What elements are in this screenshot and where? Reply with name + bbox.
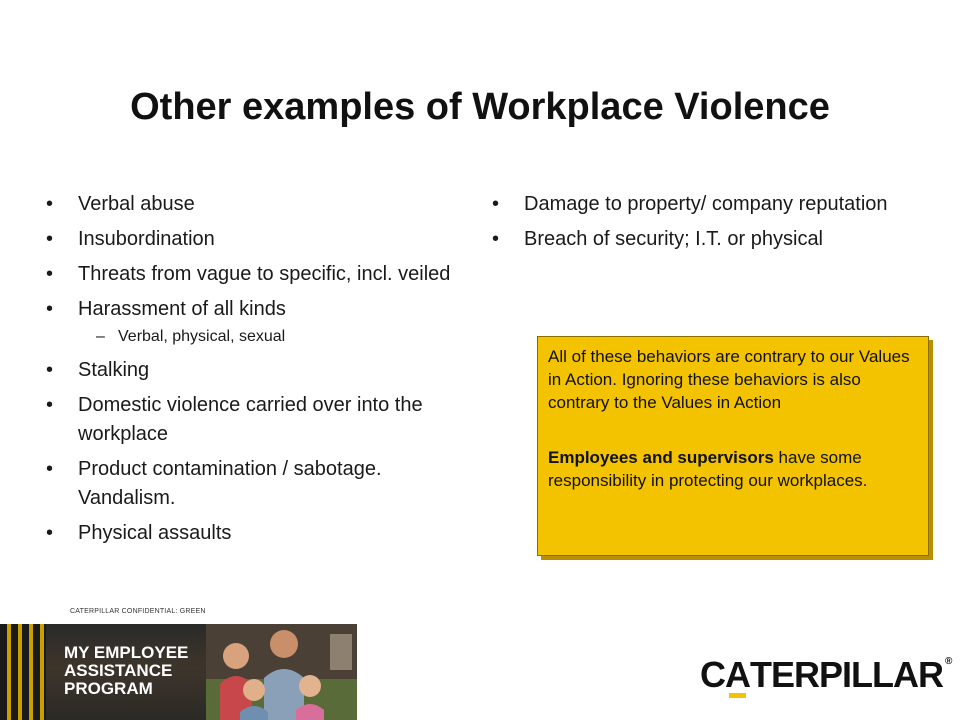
- values-callout-box: [537, 336, 929, 556]
- bullet-item: • Product contamination / sabotage. Vandalism.: [46, 455, 466, 513]
- bullet-item: • Damage to property/ company reputation: [492, 190, 912, 219]
- confidential-label: CATERPILLAR CONFIDENTIAL: GREEN: [70, 608, 206, 615]
- eap-line: PROGRAM: [64, 679, 153, 698]
- eap-line: MY EMPLOYEE: [64, 643, 189, 662]
- bullet-item: • Physical assaults: [46, 519, 466, 548]
- caterpillar-logo: [700, 654, 951, 696]
- logo-text-a: A: [725, 654, 750, 695]
- family-photo-icon: [206, 624, 357, 720]
- registered-mark: ®: [945, 656, 952, 667]
- eap-line: ASSISTANCE: [64, 661, 173, 680]
- eap-banner: [46, 624, 357, 720]
- bullet-item: • Verbal abuse: [46, 190, 466, 219]
- callout-text: have some responsibility in protecting our workplaces.: [548, 448, 868, 490]
- callout-bold-text: Employees and supervisors: [548, 448, 774, 467]
- callout-paragraph: All of these behaviors are contrary to our Values in Action. Ignoring these behaviors is also contrary to the Values in Action: [548, 347, 910, 412]
- bullet-item: • Breach of security; I.T. or physical: [492, 225, 912, 254]
- slide-title: Other examples of Workplace Violence: [130, 86, 830, 128]
- decorative-stripes: [0, 624, 46, 720]
- bullet-item: • Harassment of all kinds: [46, 295, 466, 324]
- bullet-item: • Stalking: [46, 356, 466, 385]
- sub-bullet-item: – Verbal, physical, sexual: [46, 326, 466, 348]
- eap-program-title: [64, 644, 188, 698]
- bullet-item: • Threats from vague to specific, incl. veiled: [46, 260, 466, 289]
- callout-paragraph-2: [548, 446, 918, 492]
- bullet-item: • Insubordination: [46, 225, 466, 254]
- logo-text-right: TERPILLAR: [750, 654, 943, 695]
- right-bullet-list: [492, 190, 912, 260]
- left-bullet-list: [46, 190, 466, 554]
- logo-text-left: C: [700, 654, 725, 695]
- bullet-item: • Domestic violence carried over into the workplace: [46, 391, 466, 449]
